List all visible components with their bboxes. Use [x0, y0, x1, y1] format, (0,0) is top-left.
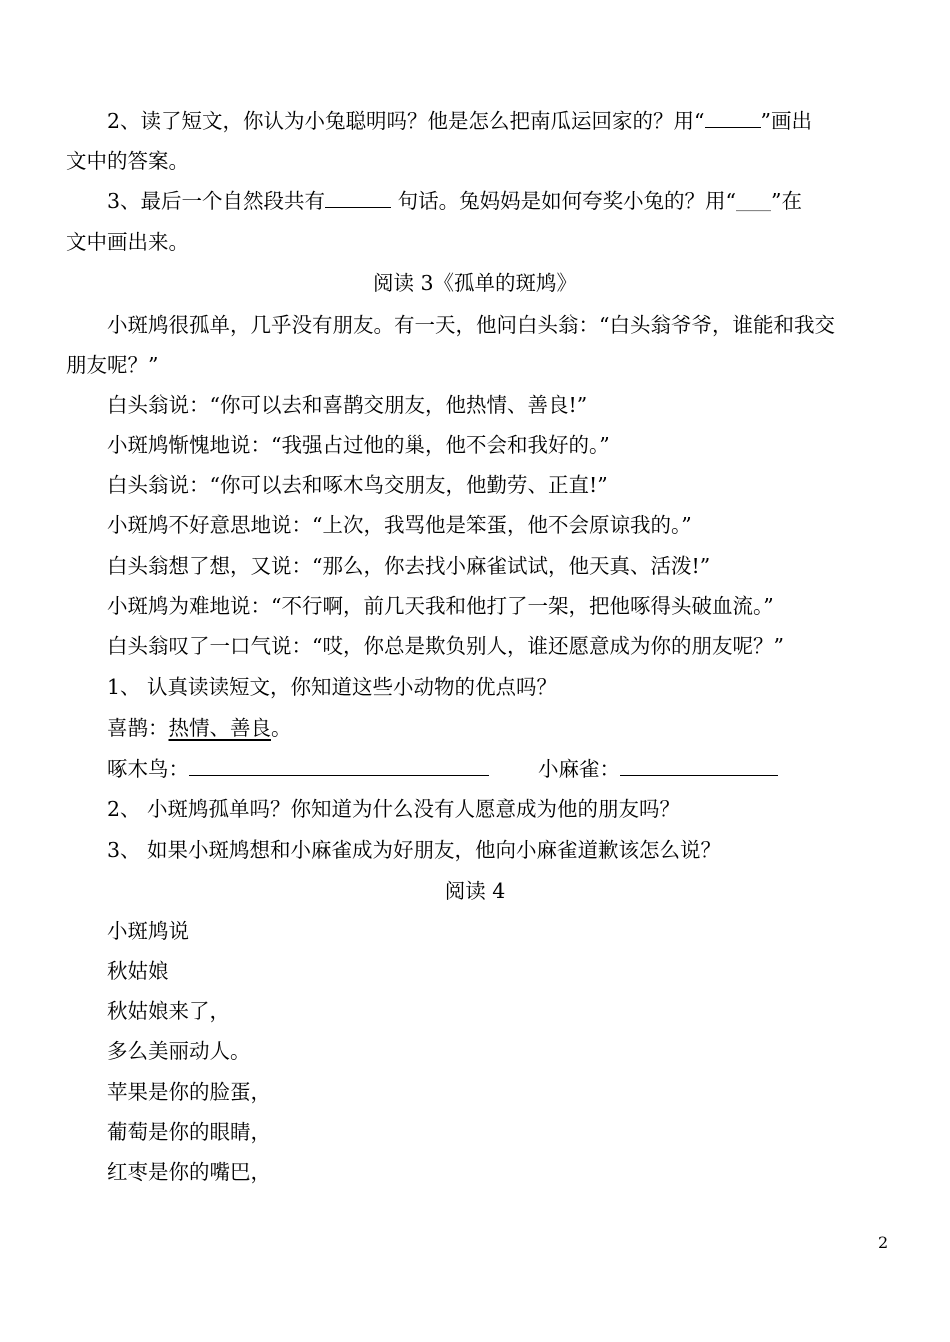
- reading-3-question-2: 2、 小斑鸠孤单吗？你知道为什么没有人愿意成为他的朋友吗？: [107, 797, 681, 821]
- poem-line: 秋姑娘: [107, 959, 169, 983]
- question-2-line-2: 文中的答案。: [66, 149, 189, 173]
- question-text: 2、读了短文，你认为小兔聪明吗？他是怎么把南瓜运回家的？用“: [107, 109, 705, 133]
- question-3-line-2: 文中画出来。: [66, 230, 189, 254]
- magpie-label: 喜鹊：: [107, 716, 169, 740]
- question-3-line-1: [107, 186, 950, 219]
- story-paragraph: 小斑鸠惭愧地说：“我强占过他的巢，他不会和我好的。”: [107, 433, 610, 457]
- poem-line: 葡萄是你的眼睛，: [107, 1120, 271, 1144]
- question-text: 句话。兔妈妈是如何夸奖小兔的？用“: [391, 189, 737, 213]
- punctuation: 。: [271, 716, 292, 740]
- woodpecker-label: 啄木鸟：: [107, 757, 189, 781]
- reading-3-question-1: 1、 认真读读短文，你知道这些小动物的优点吗？: [107, 675, 558, 699]
- woodpecker-answer-blank: [189, 774, 489, 776]
- story-paragraph: 白头翁叹了一口气说：“哎，你总是欺负别人，谁还愿意成为你的朋友呢？”: [107, 634, 784, 658]
- question-2-line-1: [107, 106, 950, 136]
- poem-line: 多么美丽动人。: [107, 1039, 251, 1063]
- magpie-answer: 热情、善良: [168, 716, 271, 740]
- story-paragraph: 朋友呢？”: [66, 353, 159, 377]
- story-paragraph: 小斑鸠很孤单，几乎没有朋友。有一天，他问白头翁：“白头翁爷爷，谁能和我交: [107, 313, 835, 337]
- reading-4-title: 阅读 4: [444, 879, 506, 903]
- poem-line: 小斑鸠说: [107, 919, 189, 943]
- wavy-line-mark: _____: [736, 196, 772, 212]
- question-text: ”画出: [760, 109, 813, 133]
- question-text: ”在: [771, 189, 803, 213]
- sparrow-answer-line: [538, 754, 838, 784]
- answer-blank: [705, 126, 761, 128]
- magpie-answer-line: [107, 713, 950, 743]
- answer-blank: [325, 206, 391, 208]
- story-paragraph: 小斑鸠不好意思地说：“上次，我骂他是笨蛋，他不会原谅我的。”: [107, 513, 692, 537]
- poem-line: 苹果是你的脸蛋，: [107, 1080, 271, 1104]
- poem-line: 红枣是你的嘴巴，: [107, 1160, 271, 1184]
- story-paragraph: 白头翁想了想，又说：“那么，你去找小麻雀试试，他天真、活泼!”: [107, 554, 711, 578]
- question-text: 3、最后一个自然段共有: [107, 189, 326, 213]
- story-paragraph: 小斑鸠为难地说：“不行啊，前几天我和他打了一架，把他啄得头破血流。”: [107, 594, 774, 618]
- story-paragraph: 白头翁说：“你可以去和喜鹊交朋友，他热情、善良!”: [107, 393, 588, 417]
- sparrow-answer-blank: [620, 774, 778, 776]
- reading-3-title: 阅读 3《孤单的斑鸠》: [372, 271, 578, 295]
- sparrow-label: 小麻雀：: [538, 757, 620, 781]
- reading-3-question-3: 3、 如果小斑鸠想和小麻雀成为好朋友，他向小麻雀道歉该怎么说？: [107, 838, 722, 862]
- story-paragraph: 白头翁说：“你可以去和啄木鸟交朋友，他勤劳、正直!”: [107, 473, 608, 497]
- poem-line: 秋姑娘来了，: [107, 999, 230, 1023]
- page-number: 2: [878, 1233, 889, 1252]
